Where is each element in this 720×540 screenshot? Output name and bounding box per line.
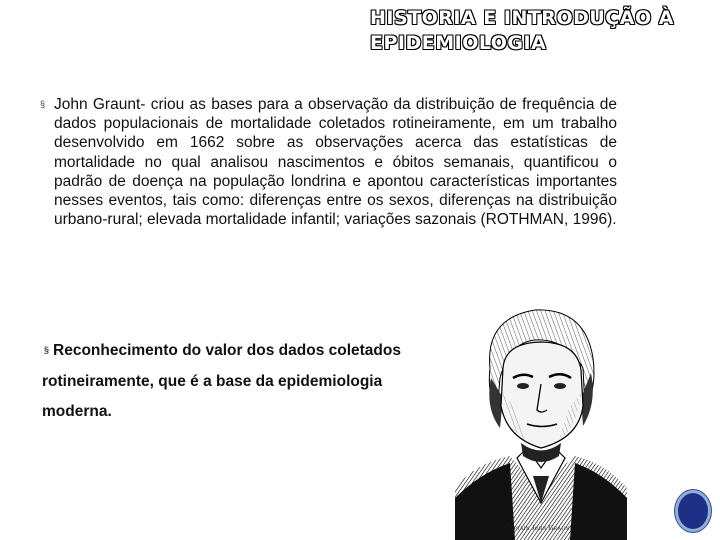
john-graunt-portrait <box>455 298 627 540</box>
bullet2-line-1-text: Reconhecimento do valor dos dados coletados <box>53 342 401 359</box>
slide-nav-button[interactable] <box>675 490 711 532</box>
bullet-text: John Graunt- criou as bases para a observação da distribuição de frequência de dados populacionais de mortalidade coletados rotineiramente, em um trabalho desenvolvido em 1662 sobre as observações acerca das estatísticas de mortalidade no qual analisou nascimentos e óbitos semanais, quantificou o padrão de doença na população londrina e apontou características importantes nesses eventos, tais como: diferenças entre os sexos, diferenças na distribuição urbano-rural; elevada mortalidade infantil; variações sazonais (ROTHMAN, 1996). <box>54 96 617 229</box>
bullet2-line-3: moderna. <box>42 403 112 420</box>
slide-title <box>370 6 710 56</box>
title-line-2: EPIDEMIOLOGIA <box>370 32 547 54</box>
bullet-john-graunt <box>40 95 617 229</box>
bullet2-line-1 <box>42 335 462 367</box>
title-line-1: HISTORIA E INTRODUÇÃO À <box>370 7 674 29</box>
bullet-marker: § <box>40 99 46 109</box>
portrait-caption: Captain John Graunt <box>505 524 573 532</box>
bullet-reconhecimento <box>42 335 462 428</box>
bullet2-line-2: rotineiramente, que é a base da epidemiologia <box>42 372 383 390</box>
bullet-marker: § <box>44 345 50 355</box>
